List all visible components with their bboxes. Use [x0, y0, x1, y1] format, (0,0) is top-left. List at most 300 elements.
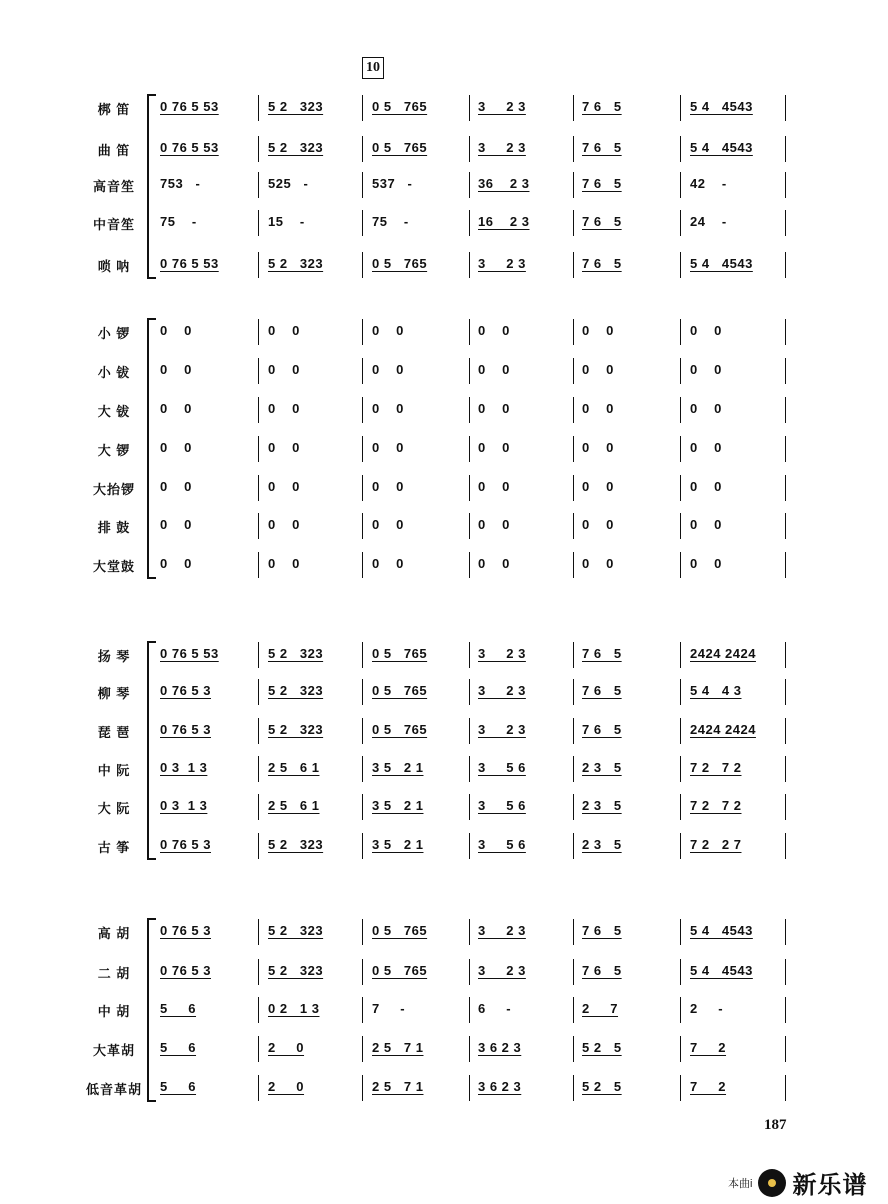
- barline: [469, 397, 470, 423]
- measure-notes: 0 0: [582, 479, 614, 494]
- barline: [469, 172, 470, 198]
- barline: [469, 436, 470, 462]
- measure-notes: 7 6 5: [582, 256, 622, 271]
- measure-notes: 6 -: [478, 1001, 512, 1016]
- barline: [680, 794, 681, 820]
- barline: [573, 475, 574, 501]
- barline: [258, 136, 259, 162]
- measure-notes: 2 -: [690, 1001, 724, 1016]
- measure-notes: 5 2 323: [268, 722, 324, 737]
- measure-notes: 0 0: [268, 323, 300, 338]
- measure-notes: 0 2 1 3: [268, 1001, 320, 1016]
- barline: [785, 397, 786, 423]
- barline: [573, 718, 574, 744]
- barline: [469, 319, 470, 345]
- barline: [469, 513, 470, 539]
- instrument-label: 大 锣: [97, 443, 131, 458]
- barline: [362, 679, 363, 705]
- measure-notes: 0 0: [690, 440, 722, 455]
- barline: [573, 397, 574, 423]
- barline: [680, 210, 681, 236]
- barline: [573, 210, 574, 236]
- measure-notes: 7 6 5: [582, 683, 622, 698]
- barline: [469, 552, 470, 578]
- page-number: 187: [764, 1117, 787, 1133]
- measure-notes: 0 0: [478, 440, 510, 455]
- measure-notes: 0 0: [160, 556, 192, 571]
- barline: [362, 959, 363, 985]
- measure-notes: 2 5 7 1: [372, 1079, 424, 1094]
- barline: [785, 1036, 786, 1062]
- barline: [573, 959, 574, 985]
- measure-notes: 3 5 2 1: [372, 837, 424, 852]
- barline: [258, 997, 259, 1023]
- measure-notes: 3 2 3: [478, 963, 526, 978]
- measure-notes: 7 6 5: [582, 214, 622, 229]
- measure-notes: 5 4 4543: [690, 923, 753, 938]
- measure-notes: 7 6 5: [582, 923, 622, 938]
- logo-small-text: 本曲i: [728, 1177, 753, 1190]
- measure-notes: 0 76 5 3: [160, 923, 211, 938]
- barline: [258, 475, 259, 501]
- barline: [785, 642, 786, 668]
- instrument-label: 梆 笛: [97, 102, 131, 117]
- measure-notes: 2 0: [268, 1079, 305, 1094]
- measure-notes: 3 2 3: [478, 646, 526, 661]
- measure-notes: 0 76 5 53: [160, 256, 219, 271]
- measure-notes: 0 5 765: [372, 963, 428, 978]
- instrument-label: 高 胡: [97, 926, 131, 941]
- measure-notes: 7 2: [690, 1040, 727, 1055]
- measure-notes: 3 5 2 1: [372, 798, 424, 813]
- barline: [258, 959, 259, 985]
- measure-notes: 525 -: [268, 176, 309, 191]
- barline: [469, 997, 470, 1023]
- barline: [680, 1036, 681, 1062]
- barline: [469, 1036, 470, 1062]
- bracket-top: [147, 918, 156, 920]
- measure-notes: 5 2 5: [582, 1079, 622, 1094]
- logo-brand: 新乐谱: [792, 1172, 868, 1199]
- measure-notes: 16 2 3: [478, 214, 530, 229]
- measure-notes: 3 5 6: [478, 760, 526, 775]
- instrument-label: 扬 琴: [97, 649, 131, 664]
- measure-notes: 2 7: [582, 1001, 619, 1016]
- barline: [573, 756, 574, 782]
- barline: [573, 833, 574, 859]
- measure-notes: 7 6 5: [582, 722, 622, 737]
- instrument-label: 曲 笛: [97, 143, 131, 158]
- measure-notes: 3 5 6: [478, 798, 526, 813]
- instrument-label: 低音革胡: [85, 1082, 142, 1097]
- instrument-label: 高音笙: [92, 179, 135, 194]
- barline: [573, 252, 574, 278]
- barline: [573, 95, 574, 121]
- instrument-label: 唢 呐: [97, 259, 131, 274]
- measure-notes: 5 6: [160, 1001, 197, 1016]
- measure-notes: 0 0: [160, 440, 192, 455]
- measure-notes: 0 5 765: [372, 683, 428, 698]
- barline: [258, 397, 259, 423]
- measure-notes: 3 2 3: [478, 99, 526, 114]
- barline: [680, 513, 681, 539]
- barline: [680, 397, 681, 423]
- barline: [785, 513, 786, 539]
- barline: [680, 718, 681, 744]
- barline: [680, 436, 681, 462]
- measure-notes: 0 76 5 53: [160, 646, 219, 661]
- barline: [258, 642, 259, 668]
- barline: [362, 210, 363, 236]
- measure-notes: 0 76 5 53: [160, 99, 219, 114]
- instrument-label: 大抬锣: [92, 482, 135, 497]
- barline: [362, 833, 363, 859]
- barline: [573, 436, 574, 462]
- barline: [362, 997, 363, 1023]
- barline: [785, 1075, 786, 1101]
- rehearsal-mark: 10: [362, 57, 384, 79]
- measure-notes: 0 3 1 3: [160, 760, 208, 775]
- barline: [573, 679, 574, 705]
- measure-notes: 0 0: [372, 362, 404, 377]
- barline: [362, 358, 363, 384]
- measure-notes: 0 0: [478, 323, 510, 338]
- measure-notes: 5 2 323: [268, 646, 324, 661]
- instrument-label: 中音笙: [92, 217, 135, 232]
- measure-notes: 0 0: [160, 362, 192, 377]
- barline: [785, 794, 786, 820]
- barline: [258, 172, 259, 198]
- barline: [362, 513, 363, 539]
- measure-notes: 5 2 323: [268, 963, 324, 978]
- barline: [573, 136, 574, 162]
- instrument-label: 中 阮: [97, 763, 131, 778]
- barline: [785, 252, 786, 278]
- instrument-label: 排 鼓: [97, 520, 131, 535]
- vinyl-disc-icon: [758, 1169, 786, 1197]
- barline: [362, 172, 363, 198]
- barline: [258, 679, 259, 705]
- measure-notes: 2 3 5: [582, 760, 622, 775]
- barline: [469, 136, 470, 162]
- measure-notes: 0 0: [372, 440, 404, 455]
- barline: [469, 252, 470, 278]
- measure-notes: 0 0: [690, 362, 722, 377]
- measure-notes: 5 2 323: [268, 256, 324, 271]
- measure-notes: 7 2 2 7: [690, 837, 742, 852]
- measure-notes: 3 5 2 1: [372, 760, 424, 775]
- measure-notes: 537 -: [372, 176, 413, 191]
- barline: [258, 552, 259, 578]
- instrument-label: 古 筝: [97, 840, 131, 855]
- barline: [785, 997, 786, 1023]
- measure-notes: 7 2: [690, 1079, 727, 1094]
- measure-notes: 0 0: [268, 401, 300, 416]
- measure-notes: 0 0: [478, 479, 510, 494]
- barline: [573, 919, 574, 945]
- measure-notes: 0 0: [268, 517, 300, 532]
- measure-notes: 0 76 5 3: [160, 963, 211, 978]
- barline: [469, 642, 470, 668]
- instrument-label: 琵 琶: [97, 725, 131, 740]
- instrument-label: 大革胡: [92, 1043, 135, 1058]
- barline: [680, 1075, 681, 1101]
- barline: [680, 136, 681, 162]
- measure-notes: 0 3 1 3: [160, 798, 208, 813]
- measure-notes: 5 2 323: [268, 683, 324, 698]
- instrument-label: 二 胡: [97, 966, 131, 981]
- barline: [362, 1075, 363, 1101]
- measure-notes: 75 -: [160, 214, 197, 229]
- measure-notes: 0 5 765: [372, 722, 428, 737]
- measure-notes: 5 4 4543: [690, 99, 753, 114]
- measure-notes: 3 2 3: [478, 722, 526, 737]
- barline: [469, 358, 470, 384]
- barline: [362, 718, 363, 744]
- barline: [785, 136, 786, 162]
- barline: [469, 210, 470, 236]
- measure-notes: 7 6 5: [582, 140, 622, 155]
- instrument-label: 中 胡: [97, 1004, 131, 1019]
- measure-notes: 7 6 5: [582, 646, 622, 661]
- barline: [785, 959, 786, 985]
- measure-notes: 0 0: [268, 479, 300, 494]
- barline: [258, 513, 259, 539]
- barline: [785, 210, 786, 236]
- barline: [469, 794, 470, 820]
- barline: [573, 997, 574, 1023]
- measure-notes: 0 0: [690, 479, 722, 494]
- barline: [573, 1075, 574, 1101]
- measure-notes: 0 76 5 3: [160, 722, 211, 737]
- barline: [469, 718, 470, 744]
- barline: [573, 552, 574, 578]
- measure-notes: 0 0: [372, 517, 404, 532]
- barline: [573, 642, 574, 668]
- measure-notes: 5 2 323: [268, 99, 324, 114]
- bracket-bottom: [147, 858, 156, 860]
- barline: [362, 756, 363, 782]
- barline: [258, 95, 259, 121]
- measure-notes: 0 0: [160, 517, 192, 532]
- measure-notes: 15 -: [268, 214, 305, 229]
- measure-notes: 7 6 5: [582, 99, 622, 114]
- measure-notes: 0 0: [690, 323, 722, 338]
- barline: [573, 1036, 574, 1062]
- barline: [362, 136, 363, 162]
- measure-notes: 0 0: [372, 479, 404, 494]
- barline: [785, 552, 786, 578]
- measure-notes: 0 0: [372, 401, 404, 416]
- measure-notes: 5 2 323: [268, 923, 324, 938]
- barline: [258, 1075, 259, 1101]
- measure-notes: 0 76 5 53: [160, 140, 219, 155]
- measure-notes: 0 0: [160, 401, 192, 416]
- barline: [362, 552, 363, 578]
- bracket-bottom: [147, 577, 156, 579]
- barline: [573, 172, 574, 198]
- measure-notes: 3 5 6: [478, 837, 526, 852]
- barline: [258, 1036, 259, 1062]
- barline: [362, 436, 363, 462]
- measure-notes: 0 0: [372, 323, 404, 338]
- barline: [469, 756, 470, 782]
- instrument-label: 柳 琴: [97, 686, 131, 701]
- bracket-top: [147, 94, 156, 96]
- barline: [258, 919, 259, 945]
- measure-notes: 0 0: [268, 362, 300, 377]
- barline: [362, 919, 363, 945]
- measure-notes: 0 0: [582, 362, 614, 377]
- barline: [258, 718, 259, 744]
- measure-notes: 7 -: [372, 1001, 406, 1016]
- measure-notes: 36 2 3: [478, 176, 530, 191]
- measure-notes: 3 2 3: [478, 256, 526, 271]
- measure-notes: 7 6 5: [582, 176, 622, 191]
- measure-notes: 0 0: [160, 479, 192, 494]
- measure-notes: 0 0: [372, 556, 404, 571]
- measure-notes: 7 2 7 2: [690, 760, 742, 775]
- barline: [258, 436, 259, 462]
- barline: [785, 679, 786, 705]
- measure-notes: 5 4 4543: [690, 963, 753, 978]
- barline: [680, 997, 681, 1023]
- measure-notes: 0 0: [478, 401, 510, 416]
- measure-notes: 7 6 5: [582, 963, 622, 978]
- measure-notes: 5 4 4543: [690, 256, 753, 271]
- barline: [785, 95, 786, 121]
- barline: [362, 1036, 363, 1062]
- measure-notes: 0 0: [268, 440, 300, 455]
- measure-notes: 2424 2424: [690, 722, 756, 737]
- measure-notes: 0 5 765: [372, 646, 428, 661]
- barline: [680, 95, 681, 121]
- measure-notes: 0 0: [582, 556, 614, 571]
- barline: [573, 319, 574, 345]
- measure-notes: 0 5 765: [372, 923, 428, 938]
- barline: [362, 397, 363, 423]
- measure-notes: 3 6 2 3: [478, 1079, 522, 1094]
- barline: [362, 319, 363, 345]
- barline: [680, 833, 681, 859]
- measure-notes: 0 0: [582, 323, 614, 338]
- measure-notes: 0 76 5 3: [160, 683, 211, 698]
- bracket-top: [147, 318, 156, 320]
- measure-notes: 2 5 7 1: [372, 1040, 424, 1055]
- barline: [573, 358, 574, 384]
- measure-notes: 0 0: [478, 556, 510, 571]
- system-bracket-plucked: [147, 641, 149, 860]
- measure-notes: 5 6: [160, 1079, 197, 1094]
- barline: [258, 833, 259, 859]
- barline: [785, 172, 786, 198]
- measure-notes: 42 -: [690, 176, 727, 191]
- instrument-label: 小 钹: [97, 365, 131, 380]
- barline: [362, 95, 363, 121]
- measure-notes: 75 -: [372, 214, 409, 229]
- measure-notes: 0 0: [478, 362, 510, 377]
- measure-notes: 753 -: [160, 176, 201, 191]
- barline: [258, 756, 259, 782]
- barline: [680, 919, 681, 945]
- barline: [258, 252, 259, 278]
- measure-notes: 0 0: [582, 401, 614, 416]
- measure-notes: 5 6: [160, 1040, 197, 1055]
- barline: [680, 756, 681, 782]
- measure-notes: 0 0: [690, 517, 722, 532]
- barline: [469, 679, 470, 705]
- barline: [573, 513, 574, 539]
- barline: [785, 718, 786, 744]
- measure-notes: 2 5 6 1: [268, 760, 320, 775]
- barline: [573, 794, 574, 820]
- barline: [680, 552, 681, 578]
- barline: [785, 436, 786, 462]
- instrument-label: 小 锣: [97, 326, 131, 341]
- barline: [680, 319, 681, 345]
- barline: [680, 959, 681, 985]
- measure-notes: 0 0: [582, 440, 614, 455]
- bracket-bottom: [147, 277, 156, 279]
- measure-notes: 5 2 323: [268, 837, 324, 852]
- measure-notes: 5 4 4 3: [690, 683, 742, 698]
- barline: [258, 319, 259, 345]
- barline: [469, 959, 470, 985]
- measure-notes: 0 5 765: [372, 140, 428, 155]
- barline: [785, 756, 786, 782]
- measure-notes: 5 2 5: [582, 1040, 622, 1055]
- instrument-label: 大 阮: [97, 801, 131, 816]
- measure-notes: 0 0: [268, 556, 300, 571]
- barline: [469, 833, 470, 859]
- barline: [469, 919, 470, 945]
- measure-notes: 0 0: [690, 556, 722, 571]
- measure-notes: 2424 2424: [690, 646, 756, 661]
- measure-notes: 0 0: [160, 323, 192, 338]
- barline: [680, 642, 681, 668]
- barline: [362, 794, 363, 820]
- barline: [680, 358, 681, 384]
- measure-notes: 5 4 4543: [690, 140, 753, 155]
- measure-notes: 2 0: [268, 1040, 305, 1055]
- barline: [258, 794, 259, 820]
- measure-notes: 3 6 2 3: [478, 1040, 522, 1055]
- measure-notes: 0 5 765: [372, 256, 428, 271]
- barline: [469, 1075, 470, 1101]
- measure-notes: 2 3 5: [582, 798, 622, 813]
- measure-notes: 2 3 5: [582, 837, 622, 852]
- barline: [469, 95, 470, 121]
- watermark-logo: [728, 1165, 867, 1200]
- barline: [680, 172, 681, 198]
- bracket-bottom: [147, 1100, 156, 1102]
- measure-notes: 5 2 323: [268, 140, 324, 155]
- barline: [469, 475, 470, 501]
- measure-notes: 0 76 5 3: [160, 837, 211, 852]
- measure-notes: 7 2 7 2: [690, 798, 742, 813]
- barline: [785, 475, 786, 501]
- measure-notes: 0 0: [582, 517, 614, 532]
- measure-notes: 3 2 3: [478, 140, 526, 155]
- measure-notes: 3 2 3: [478, 683, 526, 698]
- instrument-label: 大堂鼓: [92, 559, 135, 574]
- barline: [258, 358, 259, 384]
- measure-notes: 3 2 3: [478, 923, 526, 938]
- instrument-label: 大 钹: [97, 404, 131, 419]
- measure-notes: 0 5 765: [372, 99, 428, 114]
- barline: [680, 252, 681, 278]
- barline: [680, 679, 681, 705]
